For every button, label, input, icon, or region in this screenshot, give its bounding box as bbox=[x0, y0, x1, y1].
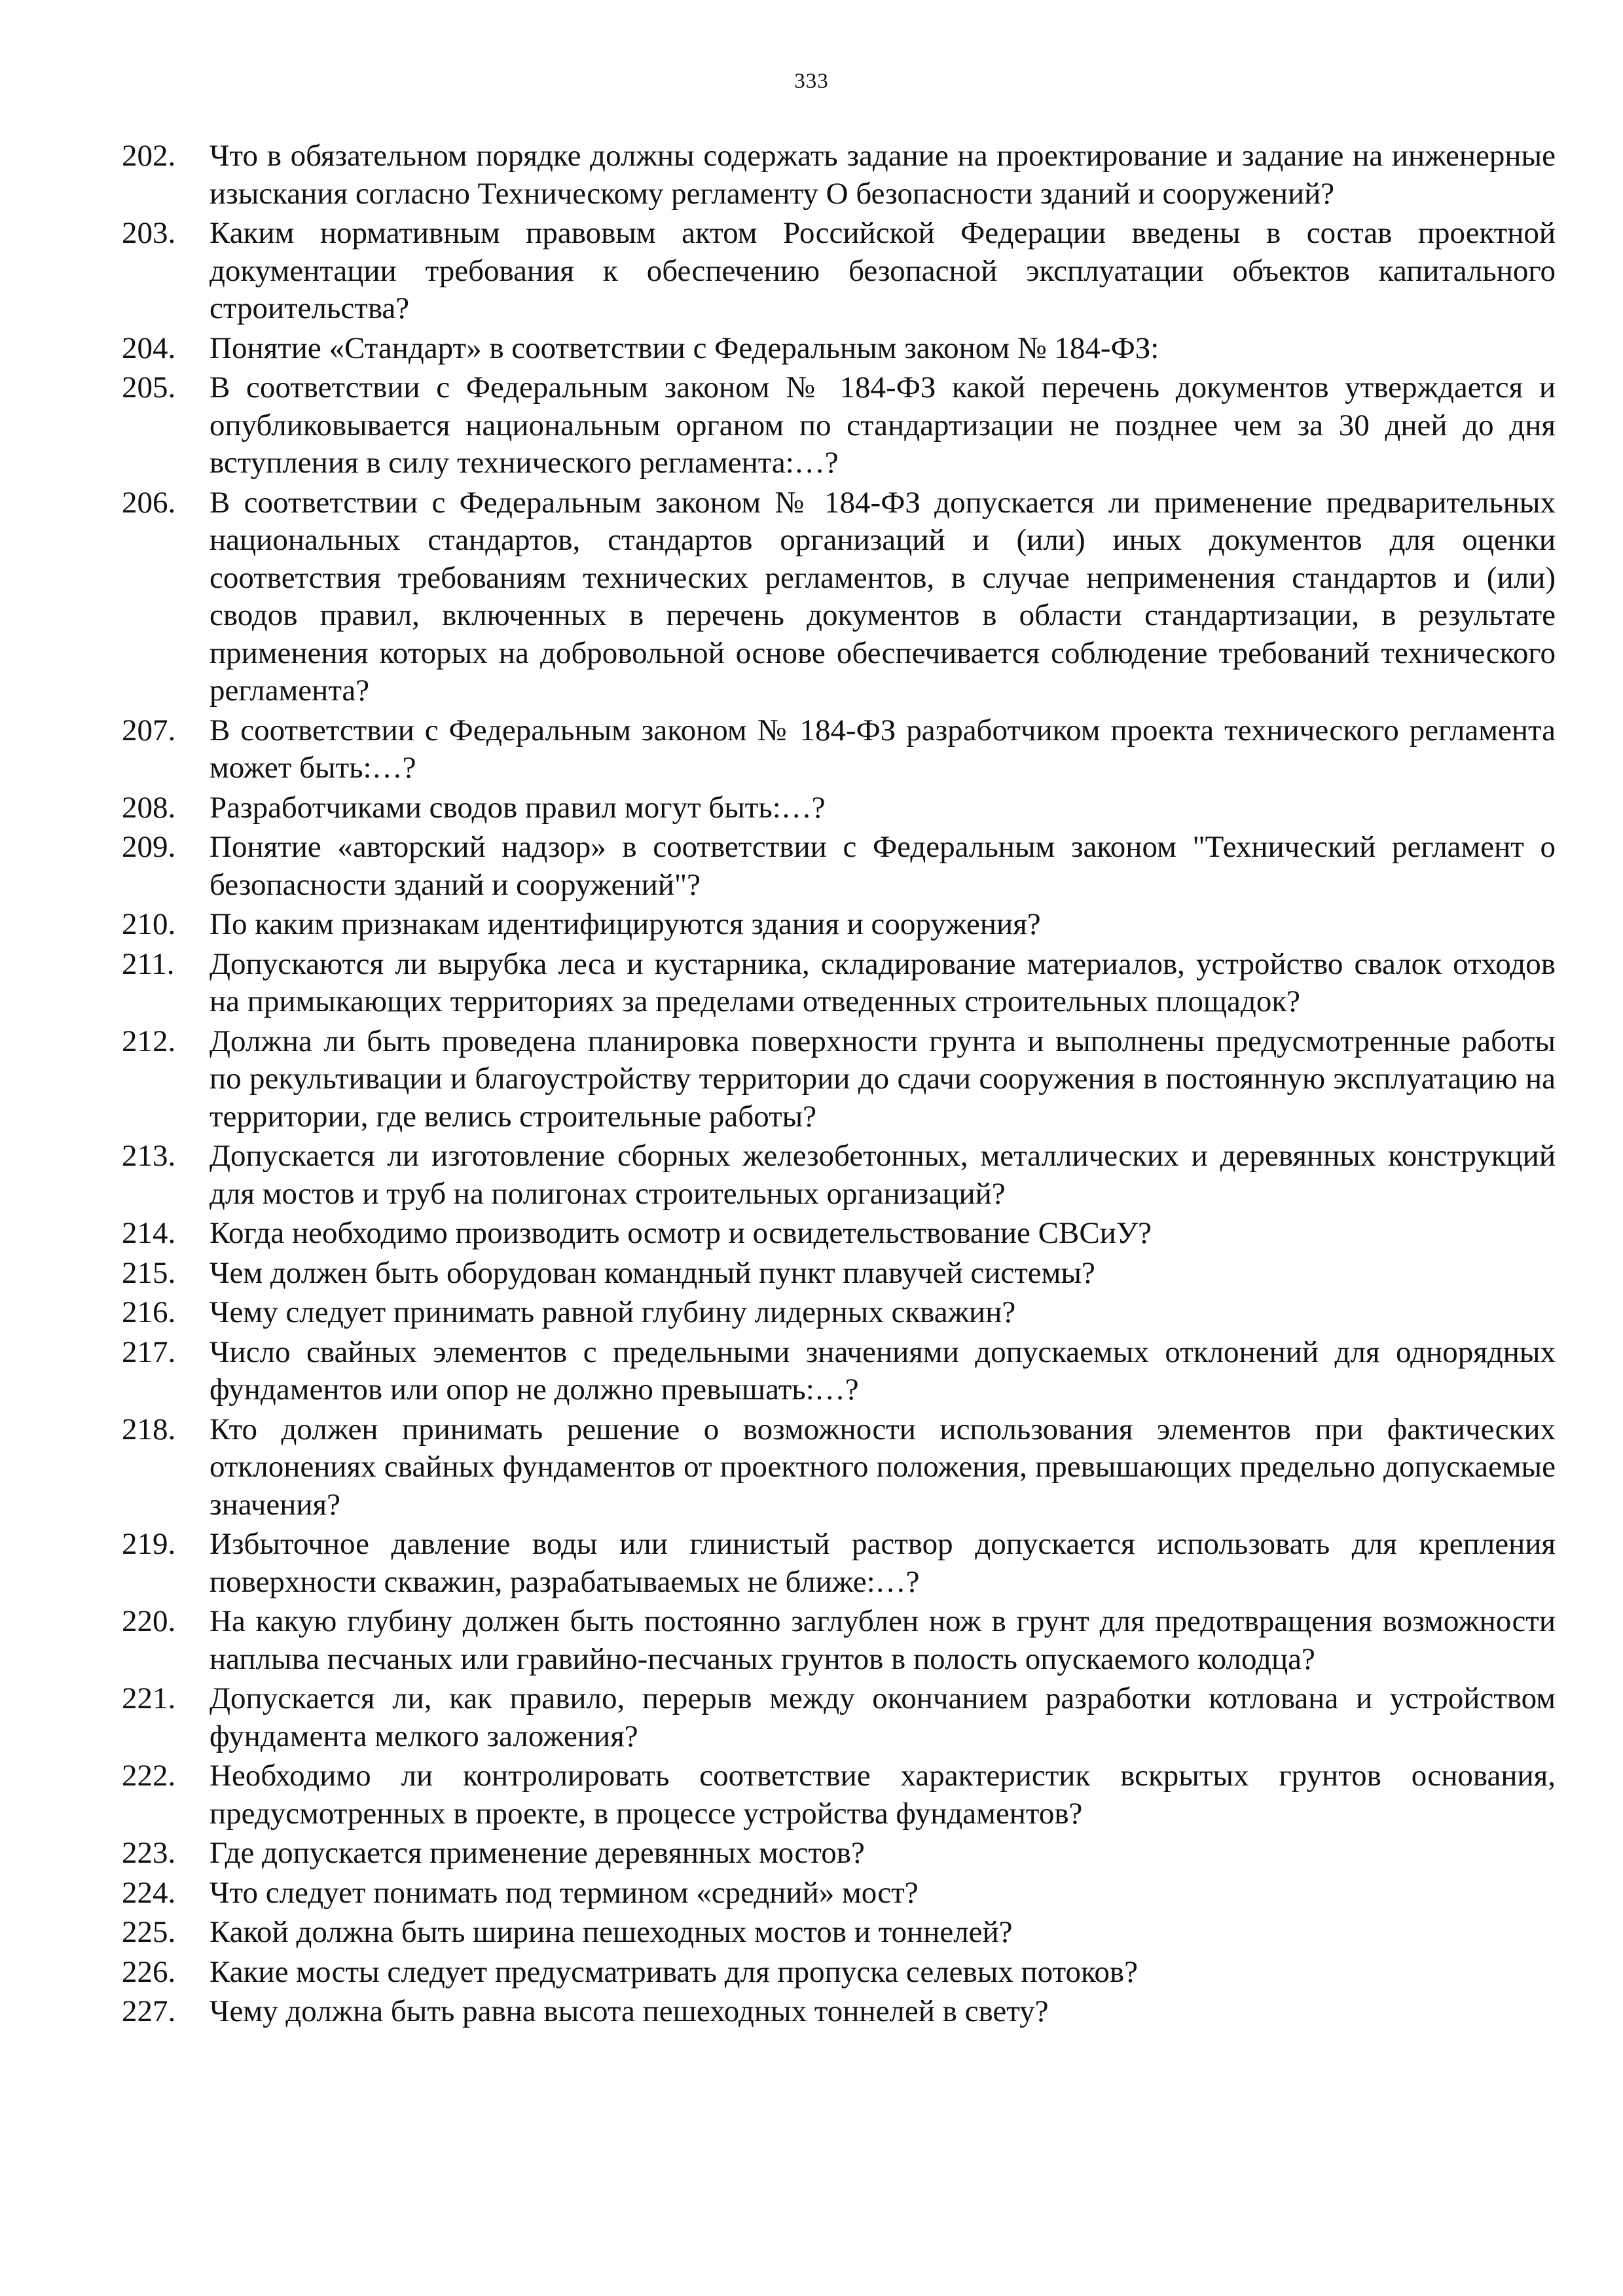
question-number: 226. bbox=[122, 1954, 176, 1989]
question-number: 215. bbox=[122, 1255, 176, 1290]
question-item bbox=[122, 1526, 1556, 1601]
question-text: В соответствии с Федеральным законом № 184-ФЗ допускается ли применение предварительных национальных стандартов, стандартов организаций и (или) иных документов для оценки соответствия требованиям технических регламентов, в случае неприменения стандартов и (или) сводов правил, включенных в перечень документов в области стандартизации, в результате применения которых на добровольной основе обеспечивается соблюдение требований технического регламента? bbox=[210, 485, 1556, 708]
question-number: 210. bbox=[122, 907, 176, 941]
question-text: Допускаются ли вырубка леса и кустарника, складирование материалов, устройство свалок отходов на примыкающих территориях за пределами отведенных строительных площадок? bbox=[210, 946, 1556, 1018]
question-item bbox=[122, 215, 1556, 328]
question-number: 213. bbox=[122, 1139, 176, 1173]
question-number: 209. bbox=[122, 830, 176, 864]
question-item bbox=[122, 1138, 1556, 1213]
question-item bbox=[122, 369, 1556, 482]
question-text: В соответствии с Федеральным законом № 184-ФЗ какой перечень документов утверждается и опубликовывается национальным органом по стандартизации не позднее чем за 30 дней до дня вступления в силу технического регламента:…? bbox=[210, 370, 1556, 480]
question-text: Какой должна быть ширина пешеходных мостов и тоннелей? bbox=[210, 1915, 1013, 1949]
question-item bbox=[122, 829, 1556, 904]
question-number: 220. bbox=[122, 1604, 176, 1638]
question-text: Что в обязательном порядке должны содержать задание на проектирование и задание на инженерные изыскания согласно Техническому регламенту О безопасности зданий и сооружений? bbox=[210, 139, 1556, 211]
question-item bbox=[122, 1215, 1556, 1253]
question-number: 216. bbox=[122, 1295, 176, 1329]
question-text: Кто должен принимать решение о возможности использования элементов при фактических отклонениях свайных фундаментов от проектного положения, превышающих предельно допускаемые значения? bbox=[210, 1412, 1556, 1522]
question-text: Чему должна быть равна высота пешеходных тоннелей в свету? bbox=[210, 1994, 1049, 2028]
question-number: 211. bbox=[122, 946, 175, 981]
question-text: Число свайных элементов с предельными значениями допускаемых отклонений для однорядных фундаментов или опор не должно превышать:…? bbox=[210, 1335, 1556, 1407]
question-item bbox=[122, 1680, 1556, 1755]
question-number: 223. bbox=[122, 1836, 176, 1870]
question-number: 218. bbox=[122, 1412, 176, 1446]
question-number: 203. bbox=[122, 216, 176, 250]
question-number: 204. bbox=[122, 331, 176, 365]
question-text: Необходимо ли контролировать соответствие характеристик вскрытых грунтов основания, предусмотренных в проекте, в процессе устройства фундаментов? bbox=[210, 1759, 1556, 1831]
question-item bbox=[122, 1603, 1556, 1678]
question-item bbox=[122, 1411, 1556, 1524]
question-item bbox=[122, 1757, 1556, 1833]
question-item bbox=[122, 789, 1556, 827]
question-text: Когда необходимо производить осмотр и освидетельствование СВСиУ? bbox=[210, 1216, 1152, 1250]
question-text: В соответствии с Федеральным законом № 184-ФЗ разработчиком проекта технического регламента может быть:…? bbox=[210, 713, 1556, 785]
question-number: 205. bbox=[122, 370, 176, 404]
question-number: 221. bbox=[122, 1681, 176, 1715]
question-number: 227. bbox=[122, 1994, 176, 2028]
question-number: 222. bbox=[122, 1759, 176, 1793]
question-item bbox=[122, 1993, 1556, 2031]
question-number: 208. bbox=[122, 790, 176, 825]
question-item bbox=[122, 712, 1556, 787]
question-item bbox=[122, 946, 1556, 1021]
question-item bbox=[122, 1874, 1556, 1912]
question-list bbox=[122, 137, 1556, 2033]
question-number: 224. bbox=[122, 1875, 176, 1910]
question-item bbox=[122, 1954, 1556, 1992]
question-text: Избыточное давление воды или глинистый раствор допускается использовать для крепления поверхности скважин, разрабатываемых не ближе:…? bbox=[210, 1527, 1556, 1599]
question-item bbox=[122, 906, 1556, 944]
question-number: 212. bbox=[122, 1024, 176, 1058]
question-text: Где допускается применение деревянных мостов? bbox=[210, 1836, 865, 1870]
question-number: 207. bbox=[122, 713, 176, 747]
question-text: По каким признакам идентифицируются здания и сооружения? bbox=[210, 907, 1041, 941]
question-text: Разработчиками сводов правил могут быть:…? bbox=[210, 790, 826, 825]
question-number: 206. bbox=[122, 485, 176, 520]
question-text: Что следует понимать под термином «средний» мост? bbox=[210, 1875, 919, 1910]
question-item bbox=[122, 1023, 1556, 1136]
question-text: Чему следует принимать равной глубину лидерных скважин? bbox=[210, 1295, 1016, 1329]
question-text: Чем должен быть оборудован командный пункт плавучей системы? bbox=[210, 1255, 1095, 1290]
question-item bbox=[122, 1334, 1556, 1409]
question-number: 202. bbox=[122, 139, 176, 173]
question-text: Каким нормативным правовым актом Российской Федерации введены в состав проектной документации требования к обеспечению безопасной эксплуатации объектов капитального строительства? bbox=[210, 216, 1556, 325]
question-text: Должна ли быть проведена планировка поверхности грунта и выполнены предусмотренные работы по рекультивации и благоустройству территории до сдачи сооружения в постоянную эксплуатацию на территории, где велись строительные работы? bbox=[210, 1024, 1556, 1134]
question-item bbox=[122, 1255, 1556, 1293]
question-text: На какую глубину должен быть постоянно заглублен нож в грунт для предотвращения возможности наплыва песчаных или гравийно-песчаных грунтов в полость опускаемого колодца? bbox=[210, 1604, 1556, 1676]
question-text: Понятие «Стандарт» в соответствии с Федеральным законом № 184-ФЗ: bbox=[210, 331, 1159, 365]
question-text: Понятие «авторский надзор» в соответствии с Федеральным законом "Технический регламент о безопасности зданий и сооружений"? bbox=[210, 830, 1556, 902]
question-number: 214. bbox=[122, 1216, 176, 1250]
question-item bbox=[122, 137, 1556, 213]
question-text: Допускается ли, как правило, перерыв между окончанием разработки котлована и устройством фундамента мелкого заложения? bbox=[210, 1681, 1556, 1753]
question-item bbox=[122, 330, 1556, 368]
question-item bbox=[122, 484, 1556, 710]
question-text: Какие мосты следует предусматривать для пропуска селевых потоков? bbox=[210, 1954, 1138, 1989]
question-item bbox=[122, 1294, 1556, 1332]
question-item bbox=[122, 1914, 1556, 1952]
question-text: Допускается ли изготовление сборных железобетонных, металлических и деревянных конструкций для мостов и труб на полигонах строительных организаций? bbox=[210, 1139, 1556, 1211]
question-number: 217. bbox=[122, 1335, 176, 1369]
question-item bbox=[122, 1835, 1556, 1873]
question-number: 219. bbox=[122, 1527, 176, 1561]
question-number: 225. bbox=[122, 1915, 176, 1949]
page-number: 333 bbox=[794, 69, 829, 93]
